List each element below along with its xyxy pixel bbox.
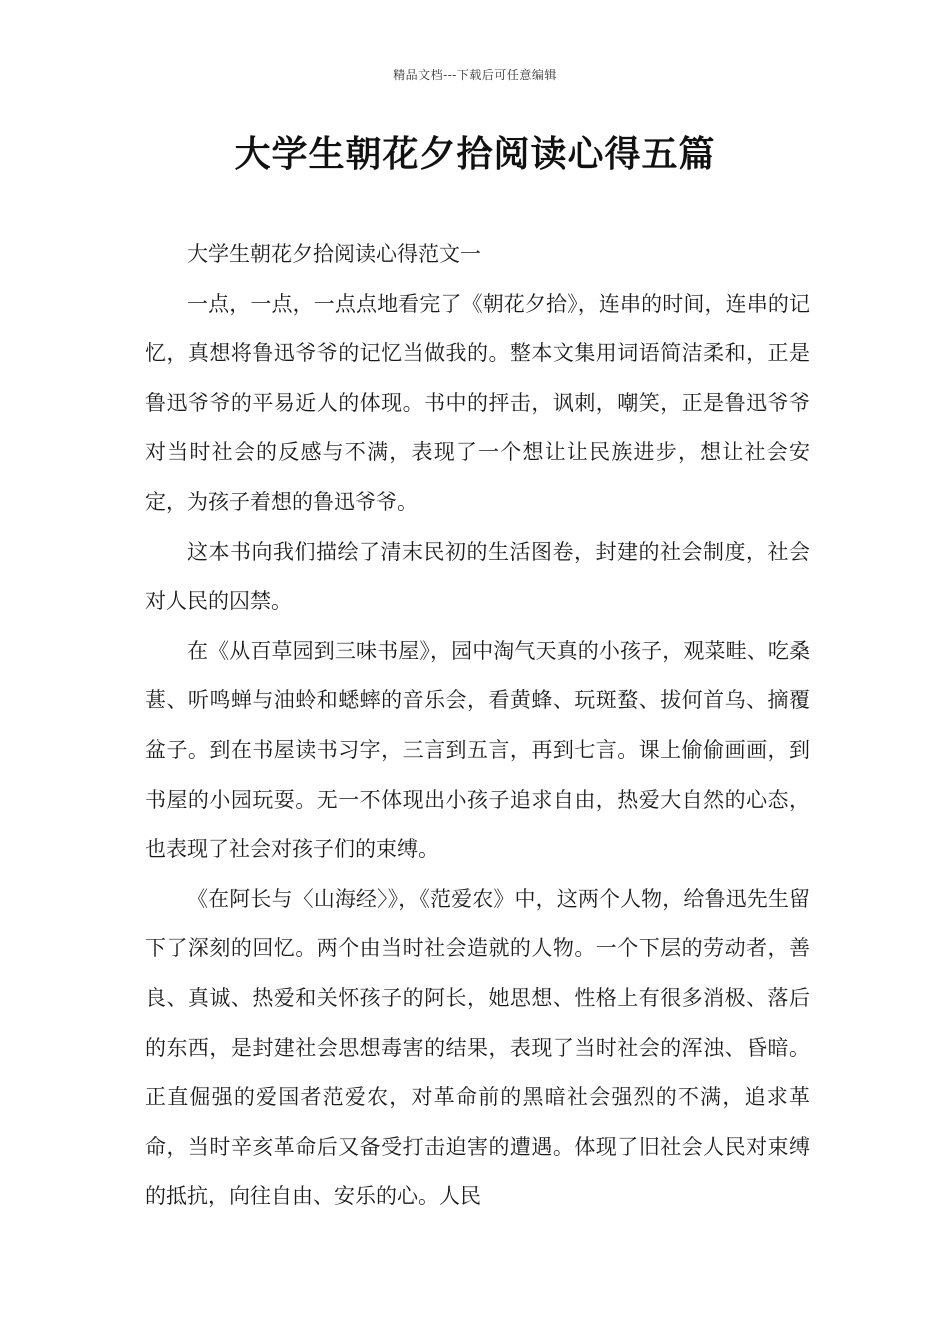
paragraph: 一点，一点，一点点地看完了《朝花夕拾》，连串的时间，连串的记忆，真想将鲁迅爷爷的记忆当做我的。整本文集用词语简洁柔和，正是鲁迅爷爷的平易近人的体现。书中的抨击，讽刺，嘲笑，正是鲁迅爷爷对当时社会的反感与不满，表现了一个想让让民族进步，想让社会安定，为孩子着想的鲁迅爷爷。	[145, 291, 810, 514]
paragraph-subtitle: 大学生朝花夕拾阅读心得范文一	[187, 242, 481, 266]
header-note: 精品文档---下载后可任意编辑	[393, 68, 557, 82]
paragraph: 在《从百草园到三味书屋》，园中淘气天真的小孩子，观菜畦、吃桑葚、听鸣蝉与油蛉和蟋蟀的音乐会，看黄蜂、玩斑蝥、拔何首乌、摘覆盆子。到在书屋读书习字，三言到五言，再到七言。课上偷偷画画，到书屋的小园玩耍。无一不体现出小孩子追求自由，热爱大自然的心态，也表现了社会对孩子们的束缚。	[145, 638, 810, 862]
paragraph: 《在阿长与〈山海经〉》，《范爱农》中，这两个人物，给鲁迅先生留下了深刻的回忆。两个由当时社会造就的人物。一个下层的劳动者，善良、真诚、热爱和关怀孩子的阿长，她思想、性格上有很多消极、落后的东西，是封建社会思想毒害的结果，表现了当时社会的浑浊、昏暗。正直倔强的爱国者范爱农，对革命前的黑暗社会强烈的不满，追求革命，当时辛亥革命后又备受打击迫害的遭遇。体现了旧社会人民对束缚的抵抗，向往自由、安乐的心。人民	[145, 886, 810, 1209]
document-title: 大学生朝花夕拾阅读心得五篇	[234, 134, 716, 175]
document-body	[145, 230, 810, 1222]
paragraph: 这本书向我们描绘了清末民初的生活图卷，封建的社会制度，社会对人民的囚禁。	[145, 539, 810, 614]
